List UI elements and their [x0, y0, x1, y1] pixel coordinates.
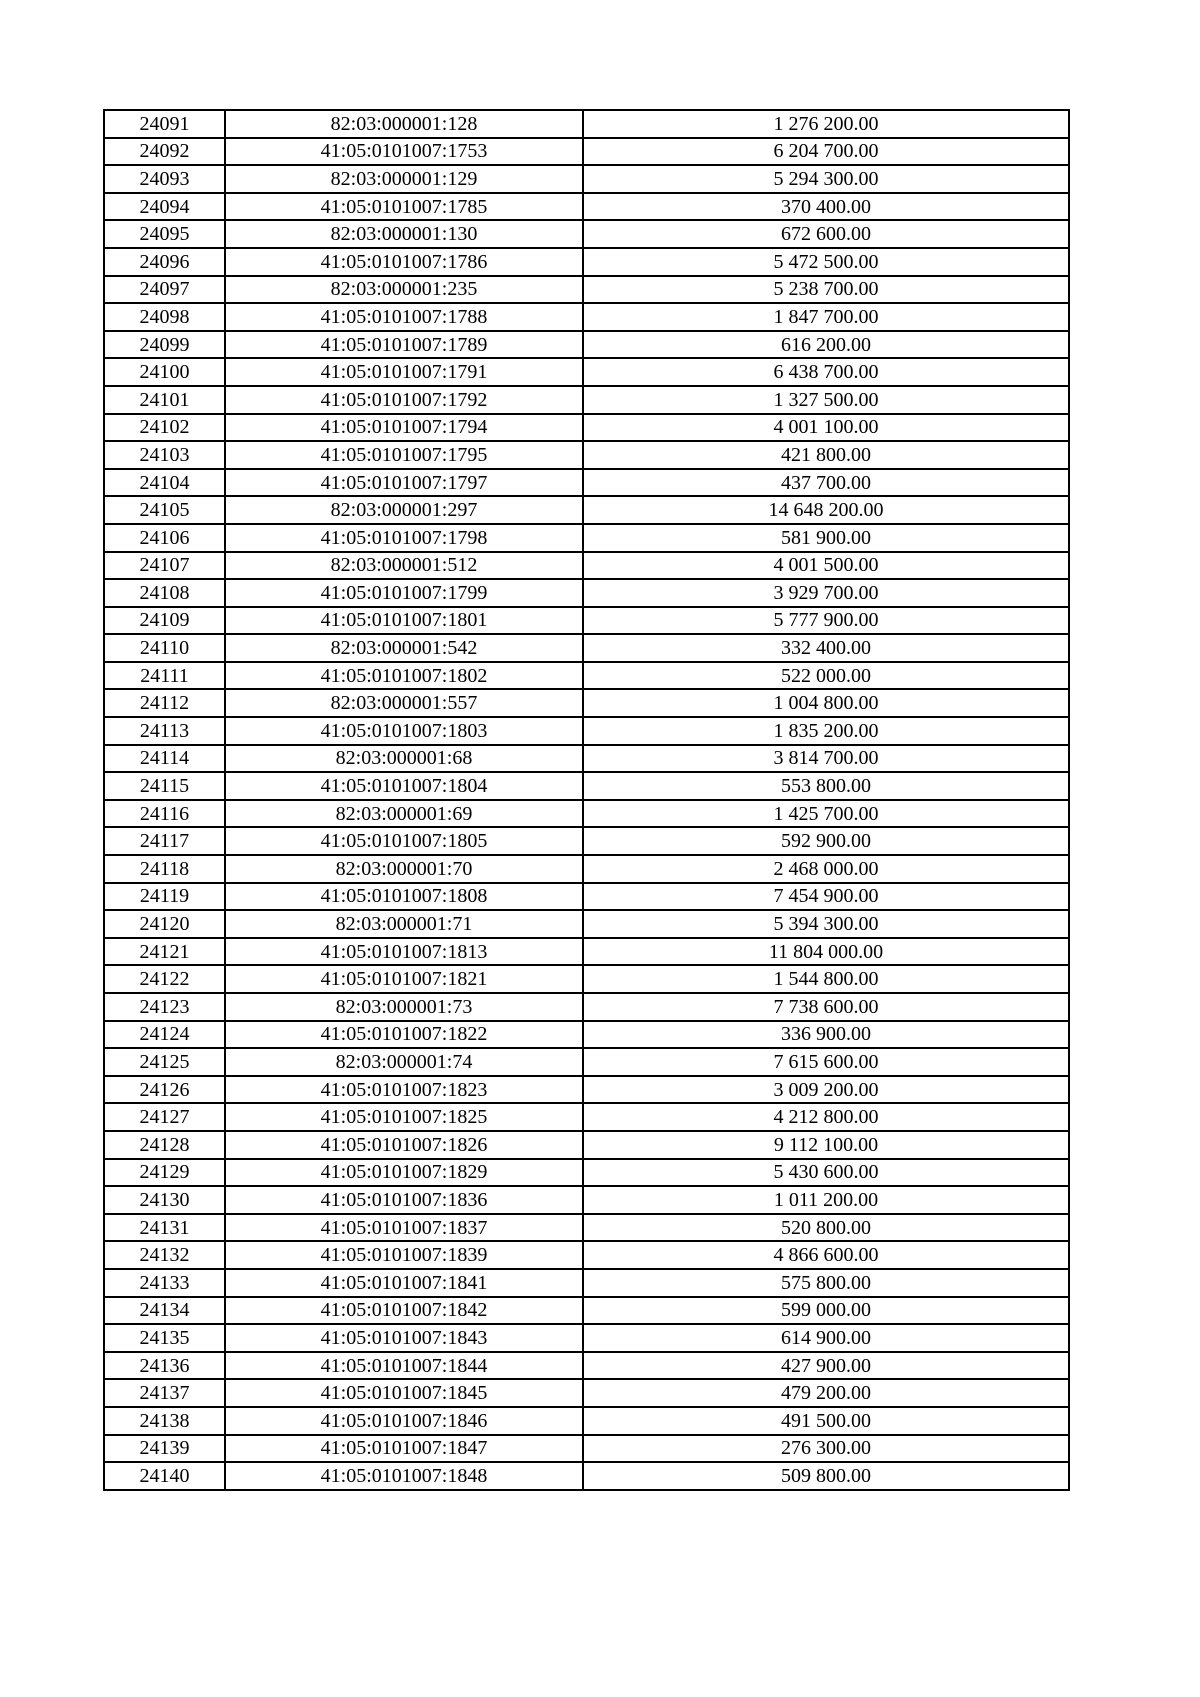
- row-number-cell: 24093: [104, 165, 225, 193]
- table-row: [104, 165, 1069, 193]
- cadastral-number-cell: 82:03:000001:557: [225, 689, 583, 717]
- table-row: [104, 1462, 1069, 1490]
- cadastral-value-cell: 592 900.00: [583, 827, 1069, 855]
- cadastral-number-cell: 41:05:0101007:1847: [225, 1435, 583, 1463]
- cadastral-value-cell: 479 200.00: [583, 1379, 1069, 1407]
- table-row: [104, 800, 1069, 828]
- cadastral-value-cell: 7 738 600.00: [583, 993, 1069, 1021]
- row-number-cell: 24140: [104, 1462, 225, 1490]
- row-number-cell: 24113: [104, 717, 225, 745]
- table-row: [104, 883, 1069, 911]
- cadastral-value-cell: 9 112 100.00: [583, 1131, 1069, 1159]
- table-row: [104, 496, 1069, 524]
- cadastral-number-cell: 41:05:0101007:1792: [225, 386, 583, 414]
- cadastral-value-cell: 1 276 200.00: [583, 110, 1069, 138]
- cadastral-value-cell: 4 001 100.00: [583, 414, 1069, 442]
- row-number-cell: 24136: [104, 1352, 225, 1380]
- table-row: [104, 938, 1069, 966]
- cadastral-value-cell: 509 800.00: [583, 1462, 1069, 1490]
- cadastral-number-cell: 41:05:0101007:1829: [225, 1159, 583, 1187]
- row-number-cell: 24116: [104, 800, 225, 828]
- row-number-cell: 24103: [104, 441, 225, 469]
- cadastral-value-cell: 4 866 600.00: [583, 1241, 1069, 1269]
- cadastral-value-cell: 6 204 700.00: [583, 138, 1069, 166]
- cadastral-value-cell: 520 800.00: [583, 1214, 1069, 1242]
- row-number-cell: 24125: [104, 1048, 225, 1076]
- table-row: [104, 772, 1069, 800]
- cadastral-value-cell: 1 847 700.00: [583, 303, 1069, 331]
- table-row: [104, 1131, 1069, 1159]
- table-row: [104, 110, 1069, 138]
- cadastral-number-cell: 41:05:0101007:1821: [225, 965, 583, 993]
- row-number-cell: 24096: [104, 248, 225, 276]
- cadastral-number-cell: 82:03:000001:68: [225, 745, 583, 773]
- cadastral-number-cell: 41:05:0101007:1844: [225, 1352, 583, 1380]
- cadastral-number-cell: 41:05:0101007:1795: [225, 441, 583, 469]
- table-row: [104, 1435, 1069, 1463]
- row-number-cell: 24115: [104, 772, 225, 800]
- cadastral-number-cell: 41:05:0101007:1789: [225, 331, 583, 359]
- cadastral-value-table: [103, 109, 1070, 1491]
- table-row: [104, 1076, 1069, 1104]
- cadastral-value-cell: 14 648 200.00: [583, 496, 1069, 524]
- row-number-cell: 24118: [104, 855, 225, 883]
- row-number-cell: 24123: [104, 993, 225, 1021]
- cadastral-number-cell: 41:05:0101007:1791: [225, 358, 583, 386]
- row-number-cell: 24094: [104, 193, 225, 221]
- cadastral-value-cell: 6 438 700.00: [583, 358, 1069, 386]
- table-row: [104, 910, 1069, 938]
- cadastral-value-cell: 3 009 200.00: [583, 1076, 1069, 1104]
- cadastral-number-cell: 41:05:0101007:1841: [225, 1269, 583, 1297]
- cadastral-number-cell: 41:05:0101007:1822: [225, 1021, 583, 1049]
- row-number-cell: 24106: [104, 524, 225, 552]
- table-row: [104, 634, 1069, 662]
- row-number-cell: 24102: [104, 414, 225, 442]
- row-number-cell: 24135: [104, 1324, 225, 1352]
- cadastral-number-cell: 82:03:000001:512: [225, 552, 583, 580]
- cadastral-number-cell: 41:05:0101007:1805: [225, 827, 583, 855]
- row-number-cell: 24124: [104, 1021, 225, 1049]
- cadastral-number-cell: 41:05:0101007:1843: [225, 1324, 583, 1352]
- table-row: [104, 579, 1069, 607]
- cadastral-value-cell: 1 004 800.00: [583, 689, 1069, 717]
- table-row: [104, 993, 1069, 1021]
- row-number-cell: 24095: [104, 220, 225, 248]
- table-row: [104, 1159, 1069, 1187]
- row-number-cell: 24138: [104, 1407, 225, 1435]
- cadastral-value-cell: 11 804 000.00: [583, 938, 1069, 966]
- cadastral-value-cell: 5 238 700.00: [583, 276, 1069, 304]
- row-number-cell: 24108: [104, 579, 225, 607]
- table-row: [104, 303, 1069, 331]
- cadastral-value-cell: 614 900.00: [583, 1324, 1069, 1352]
- table-row: [104, 331, 1069, 359]
- table-row: [104, 1324, 1069, 1352]
- row-number-cell: 24111: [104, 662, 225, 690]
- row-number-cell: 24097: [104, 276, 225, 304]
- table-row: [104, 276, 1069, 304]
- row-number-cell: 24137: [104, 1379, 225, 1407]
- cadastral-number-cell: 41:05:0101007:1797: [225, 469, 583, 497]
- row-number-cell: 24131: [104, 1214, 225, 1242]
- table-row: [104, 1241, 1069, 1269]
- table-row: [104, 414, 1069, 442]
- cadastral-value-cell: 276 300.00: [583, 1435, 1069, 1463]
- cadastral-value-cell: 5 472 500.00: [583, 248, 1069, 276]
- row-number-cell: 24133: [104, 1269, 225, 1297]
- cadastral-number-cell: 41:05:0101007:1848: [225, 1462, 583, 1490]
- cadastral-number-cell: 41:05:0101007:1788: [225, 303, 583, 331]
- cadastral-value-cell: 4 001 500.00: [583, 552, 1069, 580]
- cadastral-number-cell: 82:03:000001:297: [225, 496, 583, 524]
- table-row: [104, 386, 1069, 414]
- cadastral-number-cell: 41:05:0101007:1799: [225, 579, 583, 607]
- table-row: [104, 524, 1069, 552]
- cadastral-number-cell: 41:05:0101007:1798: [225, 524, 583, 552]
- row-number-cell: 24126: [104, 1076, 225, 1104]
- row-number-cell: 24099: [104, 331, 225, 359]
- cadastral-value-cell: 522 000.00: [583, 662, 1069, 690]
- row-number-cell: 24092: [104, 138, 225, 166]
- table-row: [104, 689, 1069, 717]
- row-number-cell: 24104: [104, 469, 225, 497]
- cadastral-number-cell: 41:05:0101007:1823: [225, 1076, 583, 1104]
- table-row: [104, 1269, 1069, 1297]
- table-row: [104, 662, 1069, 690]
- row-number-cell: 24101: [104, 386, 225, 414]
- cadastral-number-cell: 41:05:0101007:1842: [225, 1297, 583, 1325]
- cadastral-number-cell: 82:03:000001:73: [225, 993, 583, 1021]
- table-row: [104, 1379, 1069, 1407]
- row-number-cell: 24132: [104, 1241, 225, 1269]
- cadastral-value-cell: 7 615 600.00: [583, 1048, 1069, 1076]
- cadastral-number-cell: 41:05:0101007:1846: [225, 1407, 583, 1435]
- row-number-cell: 24112: [104, 689, 225, 717]
- table-row: [104, 358, 1069, 386]
- cadastral-number-cell: 41:05:0101007:1839: [225, 1241, 583, 1269]
- cadastral-number-cell: 82:03:000001:128: [225, 110, 583, 138]
- cadastral-value-cell: 1 011 200.00: [583, 1186, 1069, 1214]
- row-number-cell: 24114: [104, 745, 225, 773]
- table-row: [104, 193, 1069, 221]
- cadastral-number-cell: 41:05:0101007:1801: [225, 607, 583, 635]
- table-row: [104, 607, 1069, 635]
- table-row: [104, 827, 1069, 855]
- table-row: [104, 1103, 1069, 1131]
- cadastral-value-cell: 3 814 700.00: [583, 745, 1069, 773]
- table-row: [104, 138, 1069, 166]
- table-row: [104, 1352, 1069, 1380]
- table-row: [104, 469, 1069, 497]
- row-number-cell: 24105: [104, 496, 225, 524]
- cadastral-value-cell: 370 400.00: [583, 193, 1069, 221]
- cadastral-value-cell: 1 544 800.00: [583, 965, 1069, 993]
- row-number-cell: 24110: [104, 634, 225, 662]
- cadastral-value-cell: 336 900.00: [583, 1021, 1069, 1049]
- cadastral-value-cell: 1 327 500.00: [583, 386, 1069, 414]
- cadastral-number-cell: 41:05:0101007:1753: [225, 138, 583, 166]
- cadastral-number-cell: 82:03:000001:129: [225, 165, 583, 193]
- cadastral-value-cell: 581 900.00: [583, 524, 1069, 552]
- row-number-cell: 24120: [104, 910, 225, 938]
- row-number-cell: 24098: [104, 303, 225, 331]
- table-row: [104, 1021, 1069, 1049]
- table-row: [104, 965, 1069, 993]
- cadastral-value-cell: 672 600.00: [583, 220, 1069, 248]
- cadastral-number-cell: 82:03:000001:542: [225, 634, 583, 662]
- cadastral-value-cell: 599 000.00: [583, 1297, 1069, 1325]
- cadastral-number-cell: 41:05:0101007:1794: [225, 414, 583, 442]
- cadastral-value-cell: 5 777 900.00: [583, 607, 1069, 635]
- table-row: [104, 717, 1069, 745]
- table-row: [104, 855, 1069, 883]
- row-number-cell: 24119: [104, 883, 225, 911]
- cadastral-value-cell: 5 394 300.00: [583, 910, 1069, 938]
- cadastral-value-cell: 421 800.00: [583, 441, 1069, 469]
- table-row: [104, 441, 1069, 469]
- cadastral-value-cell: 427 900.00: [583, 1352, 1069, 1380]
- cadastral-number-cell: 41:05:0101007:1803: [225, 717, 583, 745]
- table-row: [104, 248, 1069, 276]
- cadastral-value-cell: 1 425 700.00: [583, 800, 1069, 828]
- cadastral-value-cell: 1 835 200.00: [583, 717, 1069, 745]
- cadastral-number-cell: 82:03:000001:74: [225, 1048, 583, 1076]
- row-number-cell: 24127: [104, 1103, 225, 1131]
- cadastral-number-cell: 41:05:0101007:1836: [225, 1186, 583, 1214]
- row-number-cell: 24107: [104, 552, 225, 580]
- cadastral-number-cell: 82:03:000001:235: [225, 276, 583, 304]
- table-row: [104, 1407, 1069, 1435]
- cadastral-value-cell: 7 454 900.00: [583, 883, 1069, 911]
- row-number-cell: 24129: [104, 1159, 225, 1187]
- row-number-cell: 24139: [104, 1435, 225, 1463]
- cadastral-value-cell: 332 400.00: [583, 634, 1069, 662]
- cadastral-number-cell: 82:03:000001:71: [225, 910, 583, 938]
- cadastral-number-cell: 41:05:0101007:1785: [225, 193, 583, 221]
- table-row: [104, 1048, 1069, 1076]
- cadastral-number-cell: 82:03:000001:70: [225, 855, 583, 883]
- cadastral-number-cell: 41:05:0101007:1786: [225, 248, 583, 276]
- cadastral-value-cell: 3 929 700.00: [583, 579, 1069, 607]
- table-row: [104, 1186, 1069, 1214]
- row-number-cell: 24109: [104, 607, 225, 635]
- row-number-cell: 24130: [104, 1186, 225, 1214]
- cadastral-value-cell: 5 430 600.00: [583, 1159, 1069, 1187]
- cadastral-value-cell: 437 700.00: [583, 469, 1069, 497]
- row-number-cell: 24134: [104, 1297, 225, 1325]
- row-number-cell: 24128: [104, 1131, 225, 1159]
- table-body: [104, 110, 1069, 1490]
- cadastral-value-cell: 575 800.00: [583, 1269, 1069, 1297]
- row-number-cell: 24122: [104, 965, 225, 993]
- cadastral-value-cell: 5 294 300.00: [583, 165, 1069, 193]
- cadastral-number-cell: 41:05:0101007:1837: [225, 1214, 583, 1242]
- table-row: [104, 1214, 1069, 1242]
- cadastral-number-cell: 41:05:0101007:1808: [225, 883, 583, 911]
- cadastral-number-cell: 41:05:0101007:1826: [225, 1131, 583, 1159]
- table-row: [104, 220, 1069, 248]
- cadastral-value-cell: 2 468 000.00: [583, 855, 1069, 883]
- cadastral-value-cell: 553 800.00: [583, 772, 1069, 800]
- table-row: [104, 552, 1069, 580]
- cadastral-value-cell: 491 500.00: [583, 1407, 1069, 1435]
- row-number-cell: 24117: [104, 827, 225, 855]
- cadastral-number-cell: 41:05:0101007:1804: [225, 772, 583, 800]
- cadastral-number-cell: 41:05:0101007:1845: [225, 1379, 583, 1407]
- table-row: [104, 745, 1069, 773]
- row-number-cell: 24121: [104, 938, 225, 966]
- cadastral-number-cell: 41:05:0101007:1813: [225, 938, 583, 966]
- cadastral-number-cell: 82:03:000001:130: [225, 220, 583, 248]
- cadastral-number-cell: 41:05:0101007:1825: [225, 1103, 583, 1131]
- cadastral-number-cell: 82:03:000001:69: [225, 800, 583, 828]
- cadastral-value-cell: 4 212 800.00: [583, 1103, 1069, 1131]
- cadastral-number-cell: 41:05:0101007:1802: [225, 662, 583, 690]
- row-number-cell: 24100: [104, 358, 225, 386]
- table-row: [104, 1297, 1069, 1325]
- cadastral-value-cell: 616 200.00: [583, 331, 1069, 359]
- row-number-cell: 24091: [104, 110, 225, 138]
